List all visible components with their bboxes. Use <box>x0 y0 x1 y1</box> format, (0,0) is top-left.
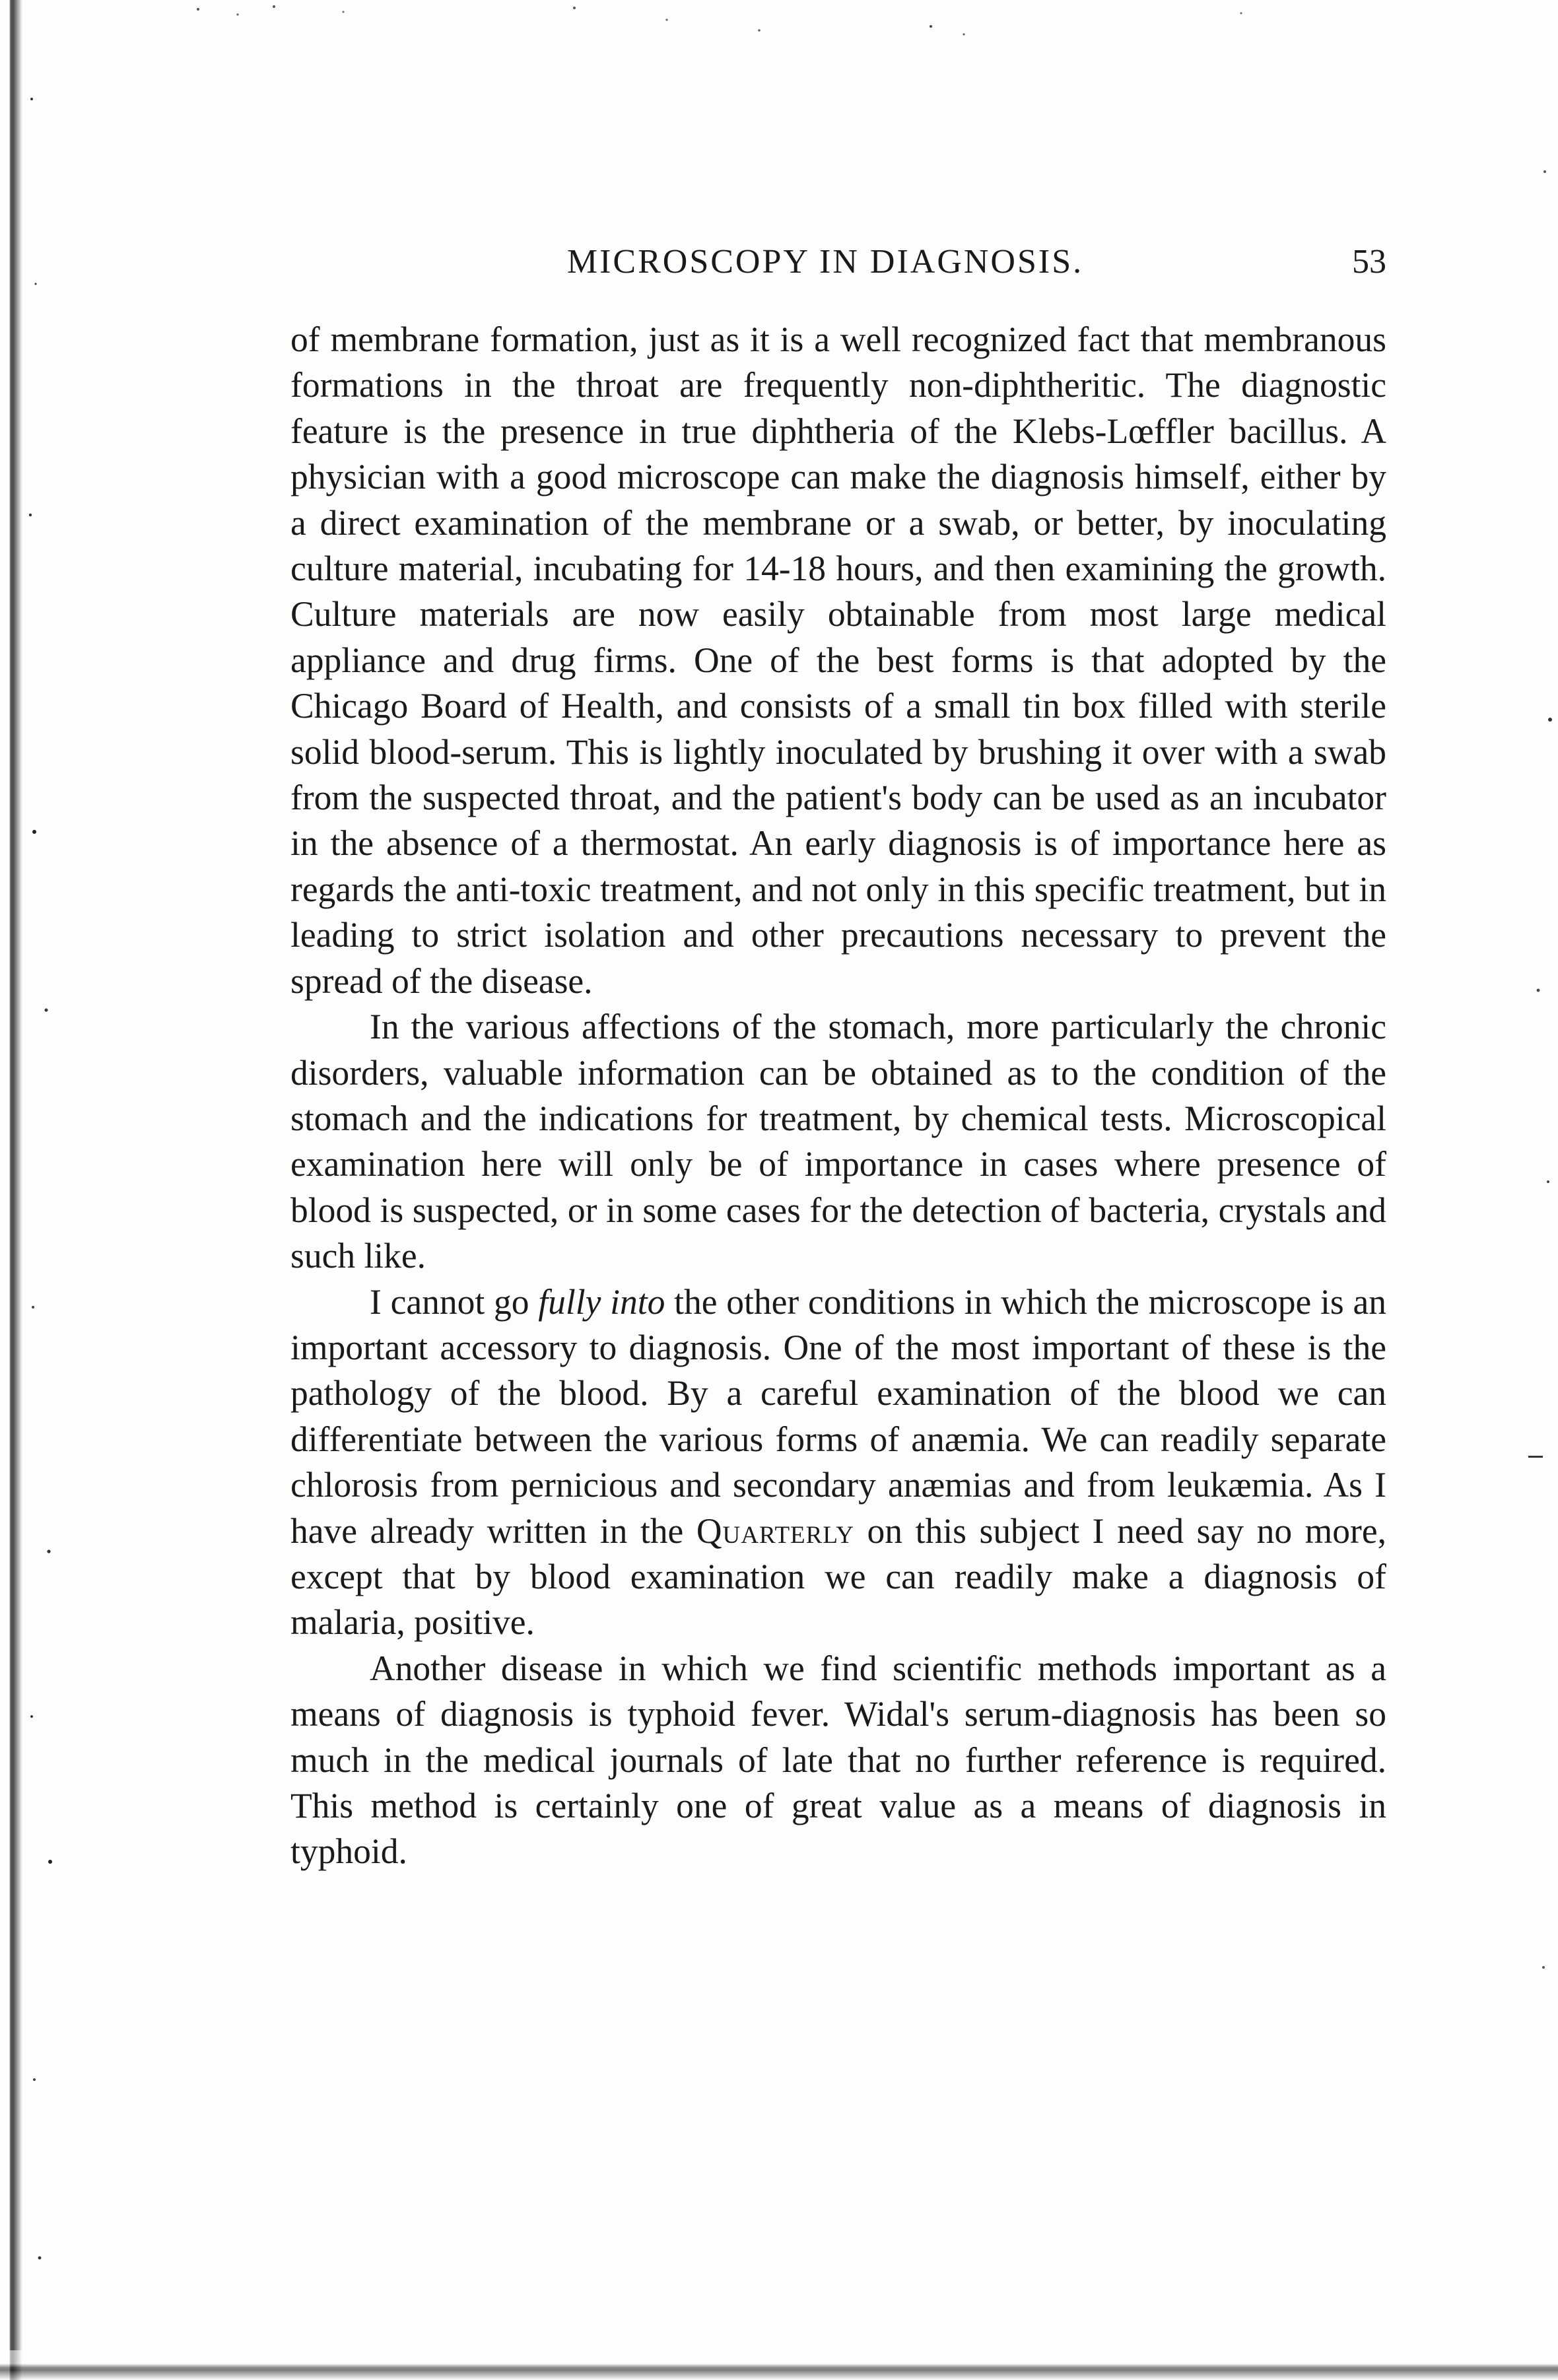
right-margin-specks <box>1466 0 1558 2380</box>
body-text <box>290 317 1386 1875</box>
running-title: MICROSCOPY IN DIAGNOSIS. <box>566 243 1084 281</box>
running-head <box>290 239 1386 285</box>
paragraph-2: In the various affections of the stomach, more particularly the chronic disorders, valuable information can be obtained as to the condition of the stomach and the indications for treatment, by chemical tests. Microscopical examination here will only be of importance in cases where presence of blood is suspected, or in some cases for the detection of bacteria, crystals and such like. <box>290 1007 1386 1276</box>
binding-edge <box>0 0 22 2380</box>
page-number: 53 <box>1352 243 1386 281</box>
quarterly-title: Quarterly <box>696 1511 854 1551</box>
paragraph-3-text-a: I cannot go <box>370 1281 539 1322</box>
top-specks <box>0 0 1558 59</box>
paragraph-3-italic: fully into <box>538 1281 665 1322</box>
bottom-page-edge <box>0 2350 1558 2380</box>
paragraph-1: of membrane formation, just as it is a well recognized fact that membranous formations in the throat are frequently non-diphtheritic. The diagnostic feature is the presence in true diphtheria of the Klebs-Lœffler bacillus. A physician with a good microscope can make the diagnosis himself, either by a direct examination of the membrane or a swab, or better, by inoculating culture material, incubating for 14-18 hours, and then examining the growth. Culture materials are now easily obtainable from most large medical appliance and drug firms. One of the best forms is that adopted by the Chicago Board of Health, and consists of a small tin box filled with sterile solid blood-serum. This is lightly inoculated by brushing it over with a swab from the suspected throat, and the patient's body can be used as an incubator in the absence of a thermostat. An early diagnosis is of importance here as regards the anti-toxic treatment, and not only in this specific treatment, but in leading to strict isolation and other precautions necessary to prevent the spread of the disease. <box>290 320 1386 1001</box>
paragraph-3 <box>290 1279 1386 1646</box>
paragraph-3-text-b: the other conditions in which the microscope is an important accessory to diagnosis. One of the most important of these is the pathology of the blood. By a careful examination of the blood we can differentiate between the various forms of anæmia. We can readily separate chlorosis from pernicious and secondary anæmias and from leukæmia. As I have already written in the <box>290 1281 1386 1551</box>
paragraph-4: Another disease in which we find scientific methods important as a means of diagnosis is typhoid fever. Widal's serum-diagnosis has been so much in the medical journals of late that no further reference is required. This method is certainly one of great value as a means of diagnosis in typhoid. <box>290 1648 1386 1872</box>
paragraph-3-text-c: on this subject I need say no more, except that by blood examination we can readily make a diagnosis of malaria, positive. <box>290 1511 1386 1643</box>
binding-specks <box>26 0 59 2380</box>
